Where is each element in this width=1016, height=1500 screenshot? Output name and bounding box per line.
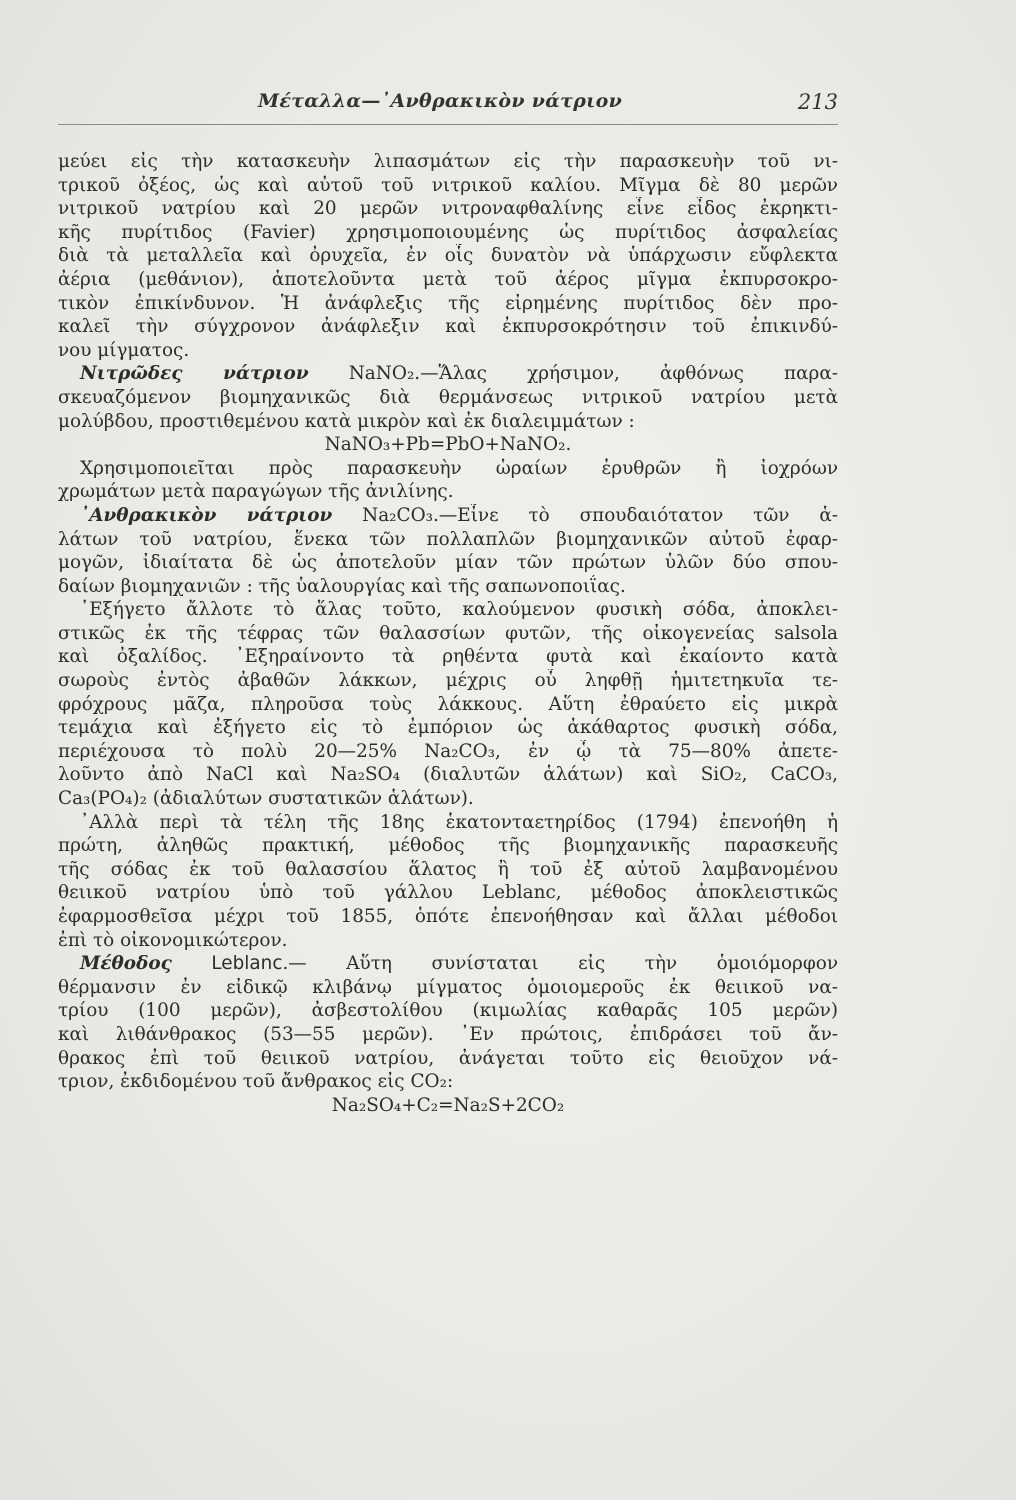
text-line: ἐπὶ τὸ οἰκονομικώτερον.: [58, 929, 288, 951]
line-text: .— Αὕτη συνίσταται εἰς τὴν ὁμοιόμορφον: [282, 953, 838, 975]
text-line: ἀέρια (μεθάνιον), ἀποτελοῦντα μετὰ τοῦ ἀέρος μῖγμα ἐκπυρσοκρο-: [58, 268, 838, 290]
text-line: λοῦντο ἀπὸ NaCl καὶ Na₂SO₄ (διαλυτῶν ἁλάτων) καὶ SiO₂, CaCO₃,: [58, 764, 838, 786]
text-line: τριον, ἐκδιδομένου τοῦ ἄνθρακος εἰς CO₂:: [58, 1071, 454, 1093]
text-line: στικῶς ἐκ τῆς τέφρας τῶν θαλασσίων φυτῶν, τῆς οἰκογενείας salsola: [58, 622, 838, 644]
text-line: Na₂SO₄+C₂=Na₂S+2CO₂: [331, 1094, 565, 1116]
text-line: ᾿Αλλὰ περὶ τὰ τέλη τῆς 18ης ἑκατονταετηρίδος (1794) ἐπενοήθη ἡ: [80, 811, 838, 833]
text-line: μολύβδου, προστιθεμένου κατὰ μικρὸν καὶ ἐκ διαλειμμάτων :: [58, 410, 635, 432]
text-line: θρακος ἐπὶ τοῦ θειικοῦ νατρίου, ἀνάγεται τοῦτο εἰς θειοῦχον νά-: [58, 1047, 838, 1069]
text-line: κῆς πυρίτιδος (Favier) χρησιμοποιουμένης ὡς πυρίτιδος ἀσφαλείας: [58, 221, 838, 243]
page-number: 213: [797, 90, 838, 114]
section-heading: Μέθοδος: [80, 953, 172, 975]
text-line: διὰ τὰ μεταλλεῖα καὶ ὀρυχεῖα, ἐν οἷς δυνατὸν νὰ ὑπάρχωσιν εὔφλεκτα: [58, 245, 838, 267]
text-line: [58, 362, 838, 386]
text-line: θειικοῦ νατρίου ὑπὸ τοῦ γάλλου Leblanc, μέθοδος ἀποκλειστικῶς: [58, 882, 838, 904]
header-rule: [58, 124, 838, 125]
text-line: περιέχουσα τὸ πολὺ 20—25% Na₂CO₃, ἐν ᾧ τὰ 75—80% ἀπετε-: [58, 740, 838, 762]
text-line: καλεῖ τὴν σύγχρονον ἀνάφλεξιν καὶ ἐκπυρσοκρότησιν τοῦ ἐπικινδύ-: [58, 316, 838, 338]
text-line: ᾿Εξήγετο ἄλλοτε τὸ ἅλας τοῦτο, καλούμενον φυσικὴ σόδα, ἀποκλει-: [80, 599, 838, 621]
text-line: χρωμάτων μετὰ παραγώγων τῆς ἀνιλίνης.: [58, 481, 454, 503]
text-line: τεμάχια καὶ ἐξήγετο εἰς τὸ ἐμπόριον ὡς ἀκάθαρτος φυσικὴ σόδα,: [58, 717, 838, 739]
text-line: νου μίγματος.: [58, 339, 190, 361]
text-line: τρίου (100 μερῶν), ἀσβεστολίθου (κιμωλίας καθαρᾶς 105 μερῶν): [58, 1000, 838, 1022]
text-line: τῆς σόδας ἐκ τοῦ θαλασσίου ἅλατος ἢ τοῦ ἐξ αὐτοῦ λαμβανομένου: [58, 858, 838, 880]
section-heading: ᾿Ανθρακικὸν νάτριον: [80, 504, 333, 526]
text-line: NaNO₃+Pb=PbO+NaNO₂.: [324, 434, 572, 456]
section-heading: Νιτρῶδες νάτριον: [80, 363, 309, 385]
text-line: φρόχρους μᾶζα, πληροῦσα τοὺς λάκκους. Αὕτη ἐθραύετο εἰς μικρὰ: [58, 693, 838, 715]
text-line: καὶ λιθάνθρακος (53—55 μερῶν). ᾿Εν πρώτοις, ἐπιδράσει τοῦ ἄν-: [58, 1023, 838, 1045]
text-line: σκευαζόμενον βιομηχανικῶς διὰ θερμάνσεως νιτρικοῦ νατρίου μετὰ: [58, 386, 838, 408]
text-line: μογῶν, ἰδιαίτατα δὲ ὡς ἀποτελοῦν μίαν τῶν πρώτων ὑλῶν δύο σπου-: [58, 552, 838, 574]
text-line: Χρησιμοποιεῖται πρὸς παρασκευὴν ὡραίων ἐρυθρῶν ἢ ἰοχρόων: [80, 457, 838, 479]
text-line: καὶ ὀξαλίδος. ᾿Εξηραίνοντο τὰ ρηθέντα φυτὰ καὶ ἐκαίοντο κατὰ: [58, 646, 838, 668]
text-line: τικὸν ἐπικίνδυνον. Ἡ ἀνάφλεξις τῆς εἰρημένης πυρίτιδος δὲν προ-: [58, 292, 838, 314]
section-heading-name: Leblanc: [171, 953, 283, 975]
body-text: [58, 150, 838, 1117]
text-line: ἐφαρμοσθεῖσα μέχρι τοῦ 1855, ὁπότε ἐπενοήθησαν καὶ ἄλλαι μέθοδοι: [58, 906, 838, 927]
text-line: λάτων τοῦ νατρίου, ἕνεκα τῶν πολλαπλῶν βιομηχανικῶν αὐτοῦ ἐφαρ-: [58, 528, 838, 550]
page-header: [58, 90, 838, 120]
text-line: πρώτη, ἀληθῶς πρακτική, μέθοδος τῆς βιομηχανικῆς παρασκευῆς: [58, 835, 838, 857]
text-line: σωροὺς ἐντὸς ἀβαθῶν λάκκων, μέχρις οὗ ληφθῇ ἡμιτετηκυῖα τε-: [58, 670, 838, 692]
text-line: νιτρικοῦ νατρίου καὶ 20 μερῶν νιτροναφθαλίνης εἶνε εἶδος ἐκρηκτι-: [58, 198, 838, 220]
text-line: θέρμανσιν ἐν εἰδικῷ κλιβάνῳ μίγματος ὁμοιομεροῦς ἐκ θειικοῦ να-: [58, 976, 838, 998]
text-line: μεύει εἰς τὴν κατασκευὴν λιπασμάτων εἰς τὴν παρασκευὴν τοῦ νι-: [58, 151, 838, 172]
line-text: NaNO₂.—Ἅλας χρήσιμον, ἀφθόνως παρα-: [308, 363, 838, 385]
text-line: τρικοῦ ὀξέος, ὡς καὶ αὐτοῦ τοῦ νιτρικοῦ καλίου. Μῖγμα δὲ 80 μερῶν: [58, 174, 838, 196]
line-text: Na₂CO₃.—Εἶνε τὸ σπουδαιότατον τῶν ἁ-: [332, 504, 838, 526]
text-line: [58, 504, 838, 528]
text-line: Ca₃(PO₄)₂ (ἀδιαλύτων συστατικῶν ἁλάτων).: [58, 788, 474, 810]
text-line: δαίων βιομηχανιῶν : τῆς ὑαλουργίας καὶ τῆς σαπωνοποιΐας.: [58, 575, 626, 597]
running-title: Μέταλλα—᾿Ανθρακικὸν νάτριον: [258, 90, 623, 112]
text-line: [58, 952, 838, 976]
